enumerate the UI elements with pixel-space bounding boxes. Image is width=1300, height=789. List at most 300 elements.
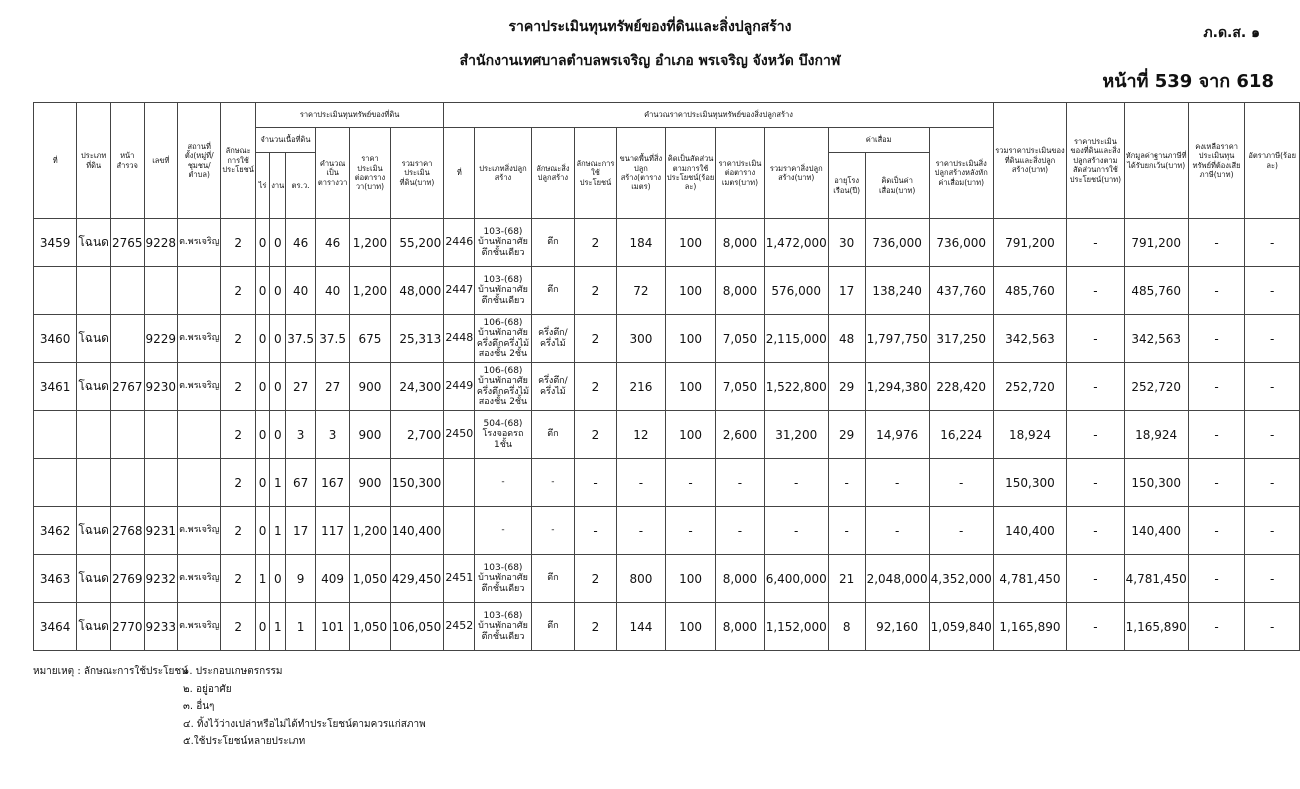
cell-b-usage: 2	[575, 603, 617, 651]
cell-number: 9230	[144, 363, 178, 411]
cell-mixed: -	[1067, 555, 1124, 603]
cell-b-no: 2447	[444, 267, 475, 315]
cell-b-dep: 1,797,750	[865, 315, 929, 363]
col-mixed: ราคาประเมินของที่ดินและสิ่งปลูกสร้างตามสัดส่วนการใช้ประโยชน์(บาท)	[1067, 103, 1124, 219]
cell-area: 167	[315, 459, 349, 507]
col-b-age: อายุโรงเรือน(ปี)	[828, 153, 865, 219]
cell-b-size: 184	[616, 219, 665, 267]
cell-exempt: 140,400	[1124, 507, 1188, 555]
group-land: ราคาประเมินทุนทรัพย์ของที่ดิน	[255, 103, 443, 128]
cell-rate: -	[1245, 219, 1300, 267]
col-land-type: ประเภทที่ดิน	[77, 103, 111, 219]
assessment-table	[33, 102, 1300, 651]
cell-b-size: 72	[616, 267, 665, 315]
cell-b-usage: 2	[575, 555, 617, 603]
cell-area: 27	[315, 363, 349, 411]
cell-number: 9232	[144, 555, 178, 603]
cell-location: ต.พรเจริญ	[178, 219, 221, 267]
cell-usage: 2	[221, 267, 255, 315]
group-area: จำนวนเนื้อที่ดิน	[255, 128, 315, 153]
cell-b-usage: 2	[575, 267, 617, 315]
cell-b-pct: 100	[665, 555, 715, 603]
table-row	[34, 507, 1300, 555]
cell-b-char: ครึ่งตึก/ครึ่งไม้	[531, 315, 574, 363]
cell-no: 3463	[34, 555, 77, 603]
group-building: คำนวณราคาประเมินทุนทรัพย์ของสิ่งปลูกสร้าง	[444, 103, 993, 128]
cell-usage: 2	[221, 219, 255, 267]
cell-mixed: -	[1067, 411, 1124, 459]
col-total: รวมราคาประเมินของที่ดินและสิ่งปลูกสร้าง(บาท)	[993, 103, 1066, 219]
cell-b-pct: 100	[665, 363, 715, 411]
cell-area: 409	[315, 555, 349, 603]
cell-b-age: 48	[828, 315, 865, 363]
cell-survey-page	[110, 411, 144, 459]
cell-wa: 27	[286, 363, 316, 411]
cell-exempt: 18,924	[1124, 411, 1188, 459]
cell-location: ต.พรเจริญ	[178, 315, 221, 363]
cell-land-value: 24,300	[390, 363, 444, 411]
cell-total: 18,924	[993, 411, 1066, 459]
cell-rai: 0	[255, 315, 269, 363]
cell-price: 900	[350, 411, 390, 459]
cell-b-age: 17	[828, 267, 865, 315]
cell-rate: -	[1245, 507, 1300, 555]
cell-land-value: 150,300	[390, 459, 444, 507]
cell-land-type: โฉนด	[77, 603, 111, 651]
cell-rai: 0	[255, 267, 269, 315]
cell-b-char: ตึก	[531, 219, 574, 267]
cell-rate: -	[1245, 555, 1300, 603]
col-rai: ไร่	[255, 153, 269, 219]
cell-remain: -	[1188, 555, 1245, 603]
cell-land-type	[77, 411, 111, 459]
cell-remain: -	[1188, 267, 1245, 315]
cell-no: 3459	[34, 219, 77, 267]
cell-b-type: 103-(68) บ้านพักอาศัยตึกชั้นเดียว	[475, 219, 531, 267]
cell-land-value: 48,000	[390, 267, 444, 315]
cell-b-net: 1,059,840	[929, 603, 993, 651]
cell-total: 342,563	[993, 315, 1066, 363]
cell-no: 3462	[34, 507, 77, 555]
cell-total: 252,720	[993, 363, 1066, 411]
note-item-3: ๓. อื่นๆ	[183, 701, 215, 712]
col-no: ที่	[34, 103, 77, 219]
cell-b-net: 16,224	[929, 411, 993, 459]
cell-b-pct: 100	[665, 603, 715, 651]
cell-b-price: -	[716, 459, 764, 507]
cell-price: 675	[350, 315, 390, 363]
cell-wa: 46	[286, 219, 316, 267]
note-item-1: ๑. ประกอบเกษตรกรรม	[183, 666, 283, 677]
cell-number: 9229	[144, 315, 178, 363]
cell-b-price: 8,000	[716, 219, 764, 267]
cell-b-char: -	[531, 507, 574, 555]
cell-remain: -	[1188, 219, 1245, 267]
cell-survey-page	[110, 315, 144, 363]
col-b-usage: ลักษณะการใช้ประโยชน์	[575, 128, 617, 219]
cell-b-usage: -	[575, 507, 617, 555]
cell-location: ต.พรเจริญ	[178, 555, 221, 603]
table-row	[34, 315, 1300, 363]
cell-location	[178, 267, 221, 315]
cell-land-type: โฉนด	[77, 363, 111, 411]
cell-land-value: 25,313	[390, 315, 444, 363]
cell-exempt: 150,300	[1124, 459, 1188, 507]
cell-b-price: 7,050	[716, 363, 764, 411]
cell-total: 485,760	[993, 267, 1066, 315]
cell-usage: 2	[221, 411, 255, 459]
cell-remain: -	[1188, 411, 1245, 459]
table-row	[34, 603, 1300, 651]
col-area-sqwa: คำนวณเป็นตารางวา	[315, 128, 349, 219]
cell-rai: 0	[255, 219, 269, 267]
cell-land-type	[77, 459, 111, 507]
col-ngan: งาน	[270, 153, 286, 219]
group-depreciation: ค่าเสื่อม	[828, 128, 929, 153]
col-b-size: ขนาดพื้นที่สิ่งปลูกสร้าง(ตารางเมตร)	[616, 128, 665, 219]
cell-exempt: 485,760	[1124, 267, 1188, 315]
col-b-dep: คิดเป็นค่าเสื่อม(บาท)	[865, 153, 929, 219]
table-body	[34, 219, 1300, 651]
cell-total: 1,165,890	[993, 603, 1066, 651]
cell-b-price: 7,050	[716, 315, 764, 363]
cell-b-net: 317,250	[929, 315, 993, 363]
col-b-char: ลักษณะสิ่งปลูกสร้าง	[531, 128, 574, 219]
cell-b-pct: 100	[665, 267, 715, 315]
cell-b-price: 8,000	[716, 603, 764, 651]
cell-total: 791,200	[993, 219, 1066, 267]
cell-rate: -	[1245, 603, 1300, 651]
cell-b-value: -	[764, 507, 828, 555]
cell-rai: 0	[255, 603, 269, 651]
cell-b-no: 2452	[444, 603, 475, 651]
cell-mixed: -	[1067, 219, 1124, 267]
cell-b-type: 106-(68) บ้านพักอาศัยครึ่งตึกครึ่งไม้สองชั้น 2ชั้น	[475, 363, 531, 411]
cell-rate: -	[1245, 363, 1300, 411]
cell-location: ต.พรเจริญ	[178, 363, 221, 411]
cell-remain: -	[1188, 315, 1245, 363]
cell-b-value: 576,000	[764, 267, 828, 315]
cell-b-type: 103-(68) บ้านพักอาศัยตึกชั้นเดียว	[475, 555, 531, 603]
cell-rai: 0	[255, 411, 269, 459]
cell-b-size: 300	[616, 315, 665, 363]
cell-b-net: 736,000	[929, 219, 993, 267]
cell-b-net: -	[929, 507, 993, 555]
cell-number	[144, 459, 178, 507]
cell-wa: 67	[286, 459, 316, 507]
cell-b-net: -	[929, 459, 993, 507]
cell-b-pct: 100	[665, 219, 715, 267]
form-code: ภ.ด.ส. ๑	[1203, 25, 1260, 41]
cell-b-dep: 138,240	[865, 267, 929, 315]
cell-survey-page: 2768	[110, 507, 144, 555]
cell-location	[178, 411, 221, 459]
col-number: เลขที่	[144, 103, 178, 219]
cell-b-price: -	[716, 507, 764, 555]
cell-land-value: 55,200	[390, 219, 444, 267]
cell-ngan: 0	[270, 363, 286, 411]
cell-b-value: 1,152,000	[764, 603, 828, 651]
cell-b-age: -	[828, 507, 865, 555]
cell-mixed: -	[1067, 507, 1124, 555]
cell-location: ต.พรเจริญ	[178, 603, 221, 651]
cell-b-net: 437,760	[929, 267, 993, 315]
cell-b-char: ครึ่งตึก/ครึ่งไม้	[531, 363, 574, 411]
cell-price: 1,050	[350, 555, 390, 603]
cell-b-pct: -	[665, 507, 715, 555]
cell-b-dep: 92,160	[865, 603, 929, 651]
col-land-value: รวมราคาประเมินที่ดิน(บาท)	[390, 128, 444, 219]
col-b-no: ที่	[444, 128, 475, 219]
cell-b-dep: 736,000	[865, 219, 929, 267]
cell-b-net: 228,420	[929, 363, 993, 411]
col-b-price: ราคาประเมินต่อตารางเมตร(บาท)	[716, 128, 764, 219]
cell-no: 3464	[34, 603, 77, 651]
cell-wa: 1	[286, 603, 316, 651]
cell-b-age: 21	[828, 555, 865, 603]
cell-location: ต.พรเจริญ	[178, 507, 221, 555]
cell-ngan: 0	[270, 219, 286, 267]
cell-b-pct: 100	[665, 315, 715, 363]
cell-b-usage: -	[575, 459, 617, 507]
cell-no	[34, 267, 77, 315]
cell-number	[144, 267, 178, 315]
page-number: หน้าที่ 539 จาก 618	[1102, 71, 1274, 92]
cell-b-no: 2448	[444, 315, 475, 363]
cell-land-value: 2,700	[390, 411, 444, 459]
cell-b-type: -	[475, 459, 531, 507]
cell-b-usage: 2	[575, 219, 617, 267]
cell-survey-page	[110, 459, 144, 507]
cell-b-type: 504-(68) โรงจอดรถ 1ชั้น	[475, 411, 531, 459]
cell-b-size: -	[616, 459, 665, 507]
cell-total: 150,300	[993, 459, 1066, 507]
cell-b-no	[444, 507, 475, 555]
cell-exempt: 252,720	[1124, 363, 1188, 411]
cell-mixed: -	[1067, 603, 1124, 651]
cell-b-char: ตึก	[531, 267, 574, 315]
cell-b-no	[444, 459, 475, 507]
col-remain: คงเหลือราคาประเมินทุนทรัพย์ที่ต้องเสียภาษี(บาท)	[1188, 103, 1245, 219]
table-row	[34, 267, 1300, 315]
cell-remain: -	[1188, 363, 1245, 411]
note-item-5: ๕.ใช้ประโยชน์หลายประเภท	[183, 736, 306, 747]
cell-usage: 2	[221, 555, 255, 603]
cell-rai: 0	[255, 507, 269, 555]
cell-exempt: 342,563	[1124, 315, 1188, 363]
cell-b-usage: 2	[575, 363, 617, 411]
cell-wa: 17	[286, 507, 316, 555]
document-subtitle: สำนักงานเทศบาลตำบลพรเจริญ อำเภอ พรเจริญ จังหวัด บึงกาฬ	[459, 53, 841, 69]
cell-b-net: 4,352,000	[929, 555, 993, 603]
cell-b-value: 1,472,000	[764, 219, 828, 267]
cell-b-value: 6,400,000	[764, 555, 828, 603]
cell-usage: 2	[221, 507, 255, 555]
cell-b-usage: 2	[575, 315, 617, 363]
cell-area: 46	[315, 219, 349, 267]
col-b-pct: คิดเป็นสัดส่วนตามการใช้ประโยชน์(ร้อยละ)	[665, 128, 715, 219]
cell-b-no: 2451	[444, 555, 475, 603]
cell-ngan: 0	[270, 267, 286, 315]
cell-b-price: 2,600	[716, 411, 764, 459]
cell-number	[144, 411, 178, 459]
col-price-sqwa: ราคาประเมินต่อตารางวา(บาท)	[350, 128, 390, 219]
note-item-2: ๒. อยู่อาศัย	[183, 683, 232, 695]
table-row	[34, 555, 1300, 603]
col-usage: ลักษณะการใช้ประโยชน์	[221, 103, 255, 219]
cell-area: 101	[315, 603, 349, 651]
col-location: สถานที่ตั้ง(หมู่ที่/ชุมชน/ตำบล)	[178, 103, 221, 219]
cell-b-value: -	[764, 459, 828, 507]
cell-total: 140,400	[993, 507, 1066, 555]
cell-wa: 3	[286, 411, 316, 459]
cell-mixed: -	[1067, 315, 1124, 363]
cell-remain: -	[1188, 603, 1245, 651]
cell-b-no: 2449	[444, 363, 475, 411]
cell-b-char: ตึก	[531, 411, 574, 459]
cell-ngan: 1	[270, 459, 286, 507]
cell-ngan: 1	[270, 603, 286, 651]
col-b-value: รวมราคาสิ่งปลูกสร้าง(บาท)	[764, 128, 828, 219]
cell-b-no: 2450	[444, 411, 475, 459]
cell-survey-page: 2770	[110, 603, 144, 651]
cell-land-type: โฉนด	[77, 219, 111, 267]
cell-b-size: 12	[616, 411, 665, 459]
cell-b-type: 103-(68) บ้านพักอาศัยตึกชั้นเดียว	[475, 267, 531, 315]
cell-land-value: 106,050	[390, 603, 444, 651]
cell-rai: 0	[255, 363, 269, 411]
cell-price: 900	[350, 459, 390, 507]
cell-area: 40	[315, 267, 349, 315]
cell-b-type: 103-(68) บ้านพักอาศัยตึกชั้นเดียว	[475, 603, 531, 651]
table-row	[34, 363, 1300, 411]
note-item-4: ๔. ทิ้งไว้ว่างเปล่าหรือไม่ได้ทำประโยชน์ตามควรแก่สภาพ	[183, 718, 426, 730]
cell-ngan: 1	[270, 507, 286, 555]
cell-b-pct: 100	[665, 411, 715, 459]
cell-mixed: -	[1067, 459, 1124, 507]
table-row	[34, 411, 1300, 459]
cell-area: 37.5	[315, 315, 349, 363]
cell-b-char: ตึก	[531, 603, 574, 651]
cell-rate: -	[1245, 411, 1300, 459]
document-title: ราคาประเมินทุนทรัพย์ของที่ดินและสิ่งปลูกสร้าง	[508, 19, 792, 35]
col-exempt: หักมูลค่าฐานภาษีที่ได้รับยกเว้น(บาท)	[1124, 103, 1188, 219]
cell-exempt: 1,165,890	[1124, 603, 1188, 651]
cell-b-dep: -	[865, 459, 929, 507]
cell-b-char: -	[531, 459, 574, 507]
cell-b-dep: 2,048,000	[865, 555, 929, 603]
cell-location	[178, 459, 221, 507]
cell-price: 1,050	[350, 603, 390, 651]
cell-remain: -	[1188, 507, 1245, 555]
cell-wa: 37.5	[286, 315, 316, 363]
cell-b-char: ตึก	[531, 555, 574, 603]
cell-rate: -	[1245, 267, 1300, 315]
cell-land-type: โฉนด	[77, 315, 111, 363]
cell-b-age: 8	[828, 603, 865, 651]
col-wa: ตร.ว.	[286, 153, 316, 219]
cell-ngan: 0	[270, 315, 286, 363]
cell-exempt: 791,200	[1124, 219, 1188, 267]
notes-label: หมายเหตุ : ลักษณะการใช้ประโยชน์	[33, 666, 188, 677]
cell-rai: 0	[255, 459, 269, 507]
cell-b-no: 2446	[444, 219, 475, 267]
cell-b-dep: 14,976	[865, 411, 929, 459]
cell-number: 9233	[144, 603, 178, 651]
cell-b-value: 2,115,000	[764, 315, 828, 363]
cell-land-type: โฉนด	[77, 507, 111, 555]
table-row	[34, 459, 1300, 507]
cell-number: 9231	[144, 507, 178, 555]
cell-mixed: -	[1067, 267, 1124, 315]
cell-ngan: 0	[270, 411, 286, 459]
cell-price: 1,200	[350, 219, 390, 267]
cell-total: 4,781,450	[993, 555, 1066, 603]
col-b-type: ประเภทสิ่งปลูกสร้าง	[475, 128, 531, 219]
col-rate: อัตราภาษี(ร้อยละ)	[1245, 103, 1300, 219]
table-row	[34, 219, 1300, 267]
cell-no	[34, 411, 77, 459]
cell-no: 3460	[34, 315, 77, 363]
cell-b-size: 216	[616, 363, 665, 411]
cell-survey-page: 2769	[110, 555, 144, 603]
cell-b-age: -	[828, 459, 865, 507]
cell-b-type: 106-(68) บ้านพักอาศัยครึ่งตึกครึ่งไม้สองชั้น 2ชั้น	[475, 315, 531, 363]
cell-b-price: 8,000	[716, 267, 764, 315]
cell-survey-page: 2767	[110, 363, 144, 411]
cell-mixed: -	[1067, 363, 1124, 411]
cell-b-value: 31,200	[764, 411, 828, 459]
cell-b-size: -	[616, 507, 665, 555]
cell-ngan: 0	[270, 555, 286, 603]
cell-no: 3461	[34, 363, 77, 411]
cell-b-usage: 2	[575, 411, 617, 459]
cell-b-size: 144	[616, 603, 665, 651]
cell-land-value: 140,400	[390, 507, 444, 555]
cell-b-size: 800	[616, 555, 665, 603]
cell-land-type	[77, 267, 111, 315]
cell-b-price: 8,000	[716, 555, 764, 603]
cell-land-type: โฉนด	[77, 555, 111, 603]
cell-rate: -	[1245, 315, 1300, 363]
cell-usage: 2	[221, 603, 255, 651]
cell-remain: -	[1188, 459, 1245, 507]
cell-wa: 40	[286, 267, 316, 315]
cell-price: 900	[350, 363, 390, 411]
cell-price: 1,200	[350, 267, 390, 315]
cell-survey-page: 2765	[110, 219, 144, 267]
cell-b-age: 29	[828, 363, 865, 411]
cell-land-value: 429,450	[390, 555, 444, 603]
cell-b-age: 30	[828, 219, 865, 267]
cell-number: 9228	[144, 219, 178, 267]
cell-no	[34, 459, 77, 507]
cell-wa: 9	[286, 555, 316, 603]
cell-rate: -	[1245, 459, 1300, 507]
cell-b-type: -	[475, 507, 531, 555]
cell-usage: 2	[221, 459, 255, 507]
cell-exempt: 4,781,450	[1124, 555, 1188, 603]
cell-area: 3	[315, 411, 349, 459]
cell-area: 117	[315, 507, 349, 555]
cell-usage: 2	[221, 315, 255, 363]
col-survey-page: หน้าสำรวจ	[110, 103, 144, 219]
cell-usage: 2	[221, 363, 255, 411]
cell-b-age: 29	[828, 411, 865, 459]
cell-rai: 1	[255, 555, 269, 603]
col-b-net: ราคาประเมินสิ่งปลูกสร้างหลังหักค่าเสื่อม(บาท)	[929, 128, 993, 219]
cell-b-dep: -	[865, 507, 929, 555]
